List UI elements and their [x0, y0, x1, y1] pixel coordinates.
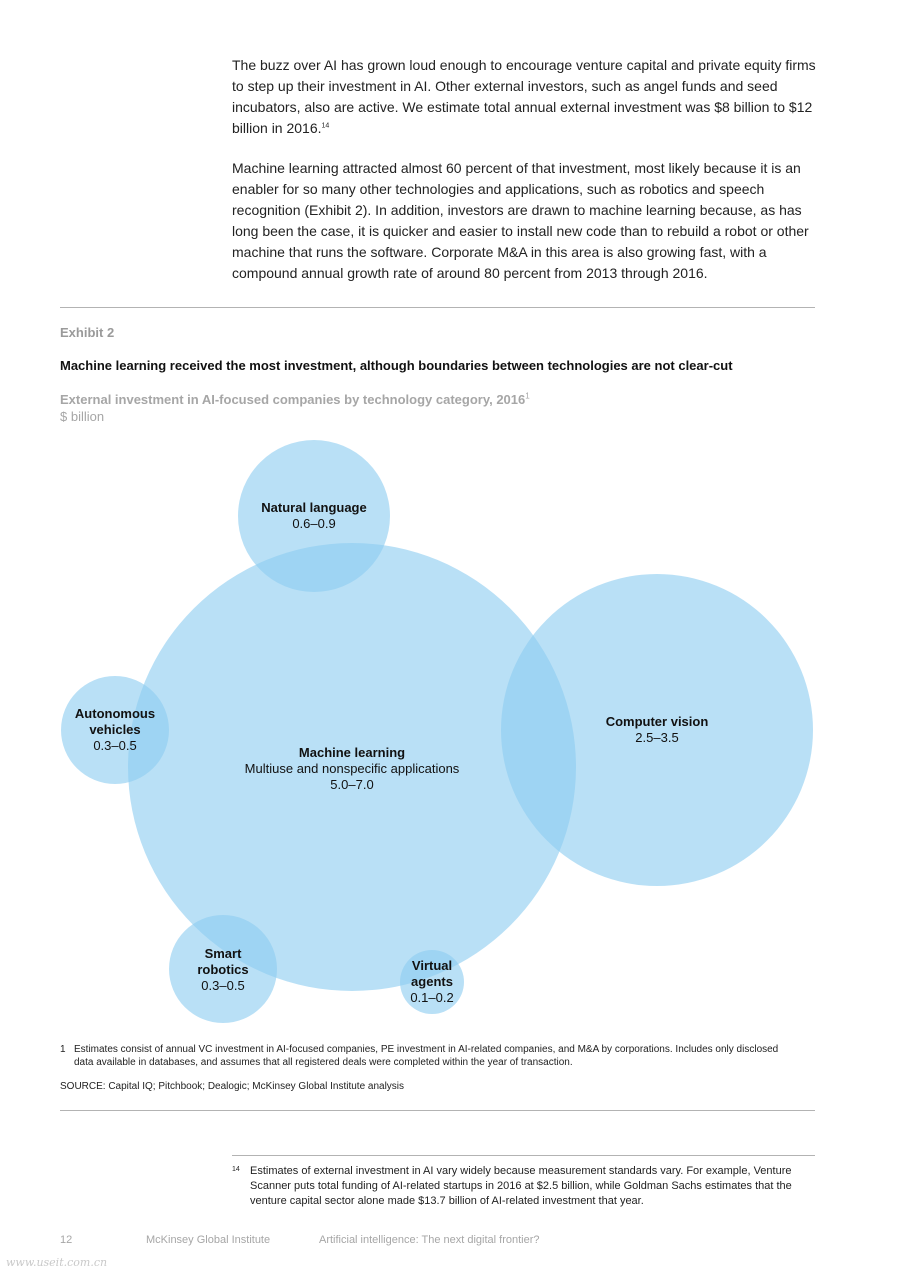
bubble-range: 0.3–0.5 [93, 738, 137, 753]
page-number: 12 [60, 1234, 73, 1246]
bubble-label-natural-language [261, 500, 366, 532]
bubble-name: Virtual agents [411, 958, 453, 989]
bubble-label-computer-vision [606, 714, 709, 746]
footnote-14 [232, 1164, 792, 1209]
bubble-range: 0.6–0.9 [292, 516, 336, 531]
bubble-label-virtual-agents [410, 958, 453, 1006]
bubble-label-smart-robotics [197, 946, 248, 994]
footnote-ref-14: 14 [321, 122, 330, 130]
chart-title-note: 1 [525, 391, 530, 401]
bubble-name: Machine learning [298, 745, 406, 760]
divider-bottom [60, 1110, 815, 1111]
bubble-name: Computer vision [605, 714, 709, 729]
bubble-range: 0.3–0.5 [201, 978, 245, 993]
footnote-1-number: 1 [60, 1044, 66, 1055]
bubble-name: Smart robotics [197, 946, 249, 977]
exhibit-title: Machine learning received the most investment, although boundaries between technologies are not clear-cut [60, 358, 733, 373]
footnote-1-text: Estimates consist of annual VC investment in AI-focused companies, PE investment in AI-related companies, and M&A by corporations. Includes only disclosed data available in databases, and assumes that all registered deals were completed within the year of transaction. [74, 1044, 779, 1068]
source-note: SOURCE: Capital IQ; Pitchbook; Dealogic; McKinsey Global Institute analysis [60, 1081, 405, 1092]
bubble-label-autonomous-vehicles [75, 706, 155, 754]
footer-report-title: Artificial intelligence: The next digital frontier? [319, 1234, 540, 1246]
bubble-label-machine-learning [245, 745, 460, 793]
divider-footnote [232, 1155, 815, 1156]
footnote-14-number: 14 [232, 1166, 240, 1173]
watermark: www.useit.com.cn [6, 1256, 108, 1269]
bubble-range: 0.1–0.2 [410, 990, 454, 1005]
body-paragraph-1-text: The buzz over AI has grown loud enough to encourage venture capital and private equity firms to step up their investment in AI. Other external investors, such as angel funds and seed incubators, also are active. We estimate total annual external investment was $8 billion to $12 billion in 2016. [232, 57, 816, 136]
chart-unit: $ billion [60, 409, 105, 424]
exhibit-label: Exhibit 2 [60, 325, 115, 340]
body-paragraph-2-text: Machine learning attracted almost 60 percent of that investment, most likely because it is an enabler for so many other technologies and applications, such as robotics and speech recognition (Exhibit 2). In addition, investors are drawn to machine learning because, as has long been the case, it is quicker and easier to install new code than to rebuild a robot or other machine that runs the software. Corporate M&A in this area is also growing fast, with a compound annual growth rate of around 80 percent from 2013 through 2016. [232, 160, 809, 281]
footer-publisher: McKinsey Global Institute [146, 1234, 271, 1246]
bubble-range: 2.5–3.5 [635, 730, 679, 745]
bubble-name: Autonomous vehicles [74, 706, 156, 737]
chart-title-text: External investment in AI-focused companies by technology category, 2016 [60, 392, 526, 407]
bubble-name: Natural language [261, 500, 367, 515]
bubble-range: 5.0–7.0 [330, 777, 374, 792]
bubble-description: Multiuse and nonspecific applications [244, 761, 460, 776]
footnote-14-text: Estimates of external investment in AI vary widely because measurement standards vary. For example, Venture Scanner puts total funding of AI-related startups in 2016 at $2.5 billion, while Goldman Sachs estimates that the venture capital sector alone made $13.7 billion of AI-related investment that year. [250, 1165, 792, 1207]
footnote-1 [60, 1043, 800, 1069]
